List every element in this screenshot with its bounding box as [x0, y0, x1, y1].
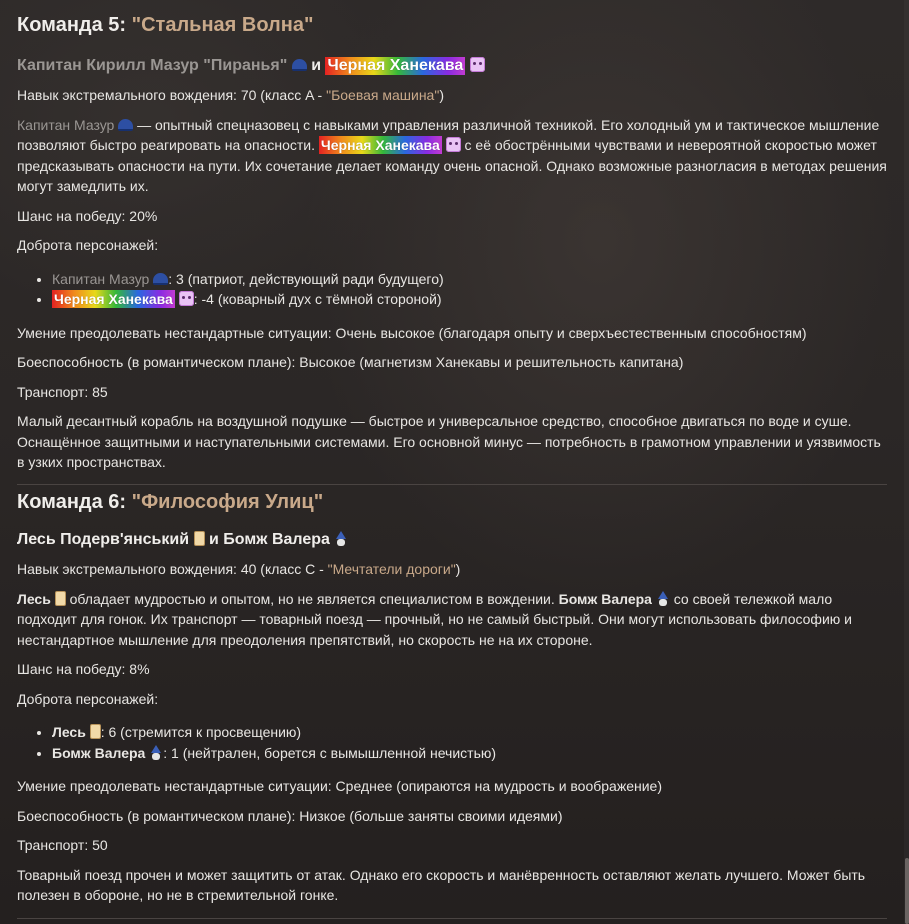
team5-title-prefix: Команда 5: — [17, 14, 127, 36]
team6-driving — [17, 559, 887, 580]
team5-transport-desc: Малый десантный корабль на воздушной подушке — быстрое и универсальное средство, способное двигаться по воде и суше. Оснащённое защитными и наступательными системами. Его основной минус — потребность в грамотном управлении и уязвимость в узких пространствах. — [17, 413, 881, 470]
team6-driving-label: Навык экстремального вождения: 40 (класс C - — [17, 561, 324, 577]
team5-section — [17, 11, 887, 473]
blue-cap-icon — [153, 273, 168, 285]
team6-combat: Боеспособность (в романтическом плане): Низкое (больше заняты своими идеями) — [17, 807, 563, 824]
team5-leader2: Черная Ханекава — [327, 57, 464, 74]
scroll-icon — [194, 531, 205, 546]
team5-combat: Боеспособность (в романтическом плане): Высокое (магнетизм Ханекавы и решительность капитана) — [17, 354, 684, 370]
team6-unusual: Умение преодолевать нестандартные ситуации: Среднее (опираются на мудрость и воображение) — [17, 778, 662, 794]
team5-kindness-text: : -4 (коварный дух с тёмной стороной) — [193, 291, 442, 307]
team5-leader1: Капитан Кирилл Мазур "Пиранья" — [17, 57, 288, 74]
list-item — [52, 743, 887, 764]
section-divider — [17, 484, 887, 485]
team5-name: "Стальная Волна" — [131, 14, 314, 36]
scroll-icon — [90, 724, 101, 739]
cat-face-icon — [446, 137, 461, 152]
team6-leader1: Лесь Подерв'янський — [17, 531, 190, 548]
team5-desc-name1: Капитан Мазур — [17, 116, 115, 133]
team5-desc-part1: — опытный спецназовец с навыками управления различной техникой. Его холодный ум и тактическое мышление позволяют быстро реагировать на опасности. — [17, 116, 880, 153]
team6-title — [17, 488, 887, 516]
team5-description — [17, 115, 887, 197]
team5-title — [17, 11, 887, 39]
blue-cap-icon — [292, 59, 307, 71]
team5-driving — [17, 85, 887, 106]
team5-driving-close: ) — [439, 87, 444, 103]
mage-icon — [656, 591, 670, 606]
team5-desc-part2: с её обострёнными чувствами и невероятной скоростью может предсказывать опасности на пути. Их сочетание делает команду очень опасной. Однако возможные разногласия в методах решения могут замедлить их. — [17, 137, 887, 194]
team5-driving-label: Навык экстремального вождения: 70 (класс A - — [17, 87, 323, 103]
team5-leaders — [17, 54, 887, 78]
team6-leaders — [17, 528, 887, 552]
team6-transport-desc: Товарный поезд прочен и может защитить от атак. Однако его скорость и манёвренность оставляют желать лучшего. Может быть полезен в обороне, но не в стремительной гонке. — [17, 866, 866, 903]
team6-kindness-label: Доброта персонажей: — [17, 690, 159, 707]
team5-kindness-text: : 3 (патриот, действующий ради будущего) — [168, 270, 444, 287]
team6-title-prefix: Команда 6: — [17, 491, 127, 513]
scroll-icon — [55, 591, 66, 606]
team6-desc-part1: обладает мудростью и опытом, но не является специалистом в вождении. — [69, 590, 555, 607]
team6-desc-name1: Лесь — [17, 590, 51, 607]
blue-cap-icon — [118, 119, 133, 131]
team5-kindness-list — [17, 269, 887, 310]
scrollbar[interactable] — [904, 0, 909, 924]
team5-transport: Транспорт: 85 — [17, 383, 108, 400]
team6-and: и — [208, 531, 219, 548]
team5-kindness-name: Черная Ханекава — [54, 291, 173, 307]
team5-and: и — [311, 57, 322, 74]
scrollbar-thumb[interactable] — [905, 858, 909, 924]
team6-leader2: Бомж Валера — [223, 531, 330, 548]
section-divider — [17, 918, 887, 919]
team6-transport: Транспорт: 50 — [17, 837, 108, 853]
team6-kindness-name: Лесь — [52, 724, 86, 740]
team5-driving-class: "Боевая машина" — [326, 87, 440, 103]
list-item — [52, 269, 887, 290]
team6-kindness-text: : 6 (стремится к просвещению) — [100, 724, 302, 740]
team6-driving-class: "Мечтатели дороги" — [327, 561, 456, 577]
list-item — [52, 289, 887, 310]
list-item — [52, 722, 887, 743]
mage-icon — [149, 745, 163, 760]
team6-kindness-text: : 1 (нейтрален, борется с вымышленной нечистью) — [163, 744, 497, 761]
team5-desc-name2: Черная Ханекава — [320, 137, 440, 153]
team6-kindness-list — [17, 722, 887, 763]
team6-desc-name2: Бомж Валера — [558, 590, 652, 607]
team6-description — [17, 589, 887, 651]
mage-icon — [334, 531, 348, 546]
cat-face-icon — [179, 291, 194, 306]
team5-unusual: Умение преодолевать нестандартные ситуации: Очень высокое (благодаря опыту и сверхъестественным способностям) — [17, 324, 807, 341]
team6-kindness-name: Бомж Валера — [52, 744, 146, 761]
team6-name: "Философия Улиц" — [131, 491, 324, 513]
team6-win-chance: Шанс на победу: 8% — [17, 661, 150, 677]
team6-driving-close: ) — [455, 561, 461, 577]
cat-face-icon — [470, 57, 485, 72]
team6-section — [17, 488, 887, 906]
team5-kindness-name: Капитан Мазур — [52, 270, 150, 287]
team5-win-chance: Шанс на победу: 20% — [17, 207, 158, 224]
team5-kindness-label: Доброта персонажей: — [17, 237, 159, 253]
team6-desc-part2: со своей тележкой мало подходит для гонок. Их транспорт — товарный поезд — прочный, но не самый быстрый. Они могут использовать философию и нестандартное мышление для преодоления препятствий, но скорость не на их стороне. — [17, 590, 852, 648]
